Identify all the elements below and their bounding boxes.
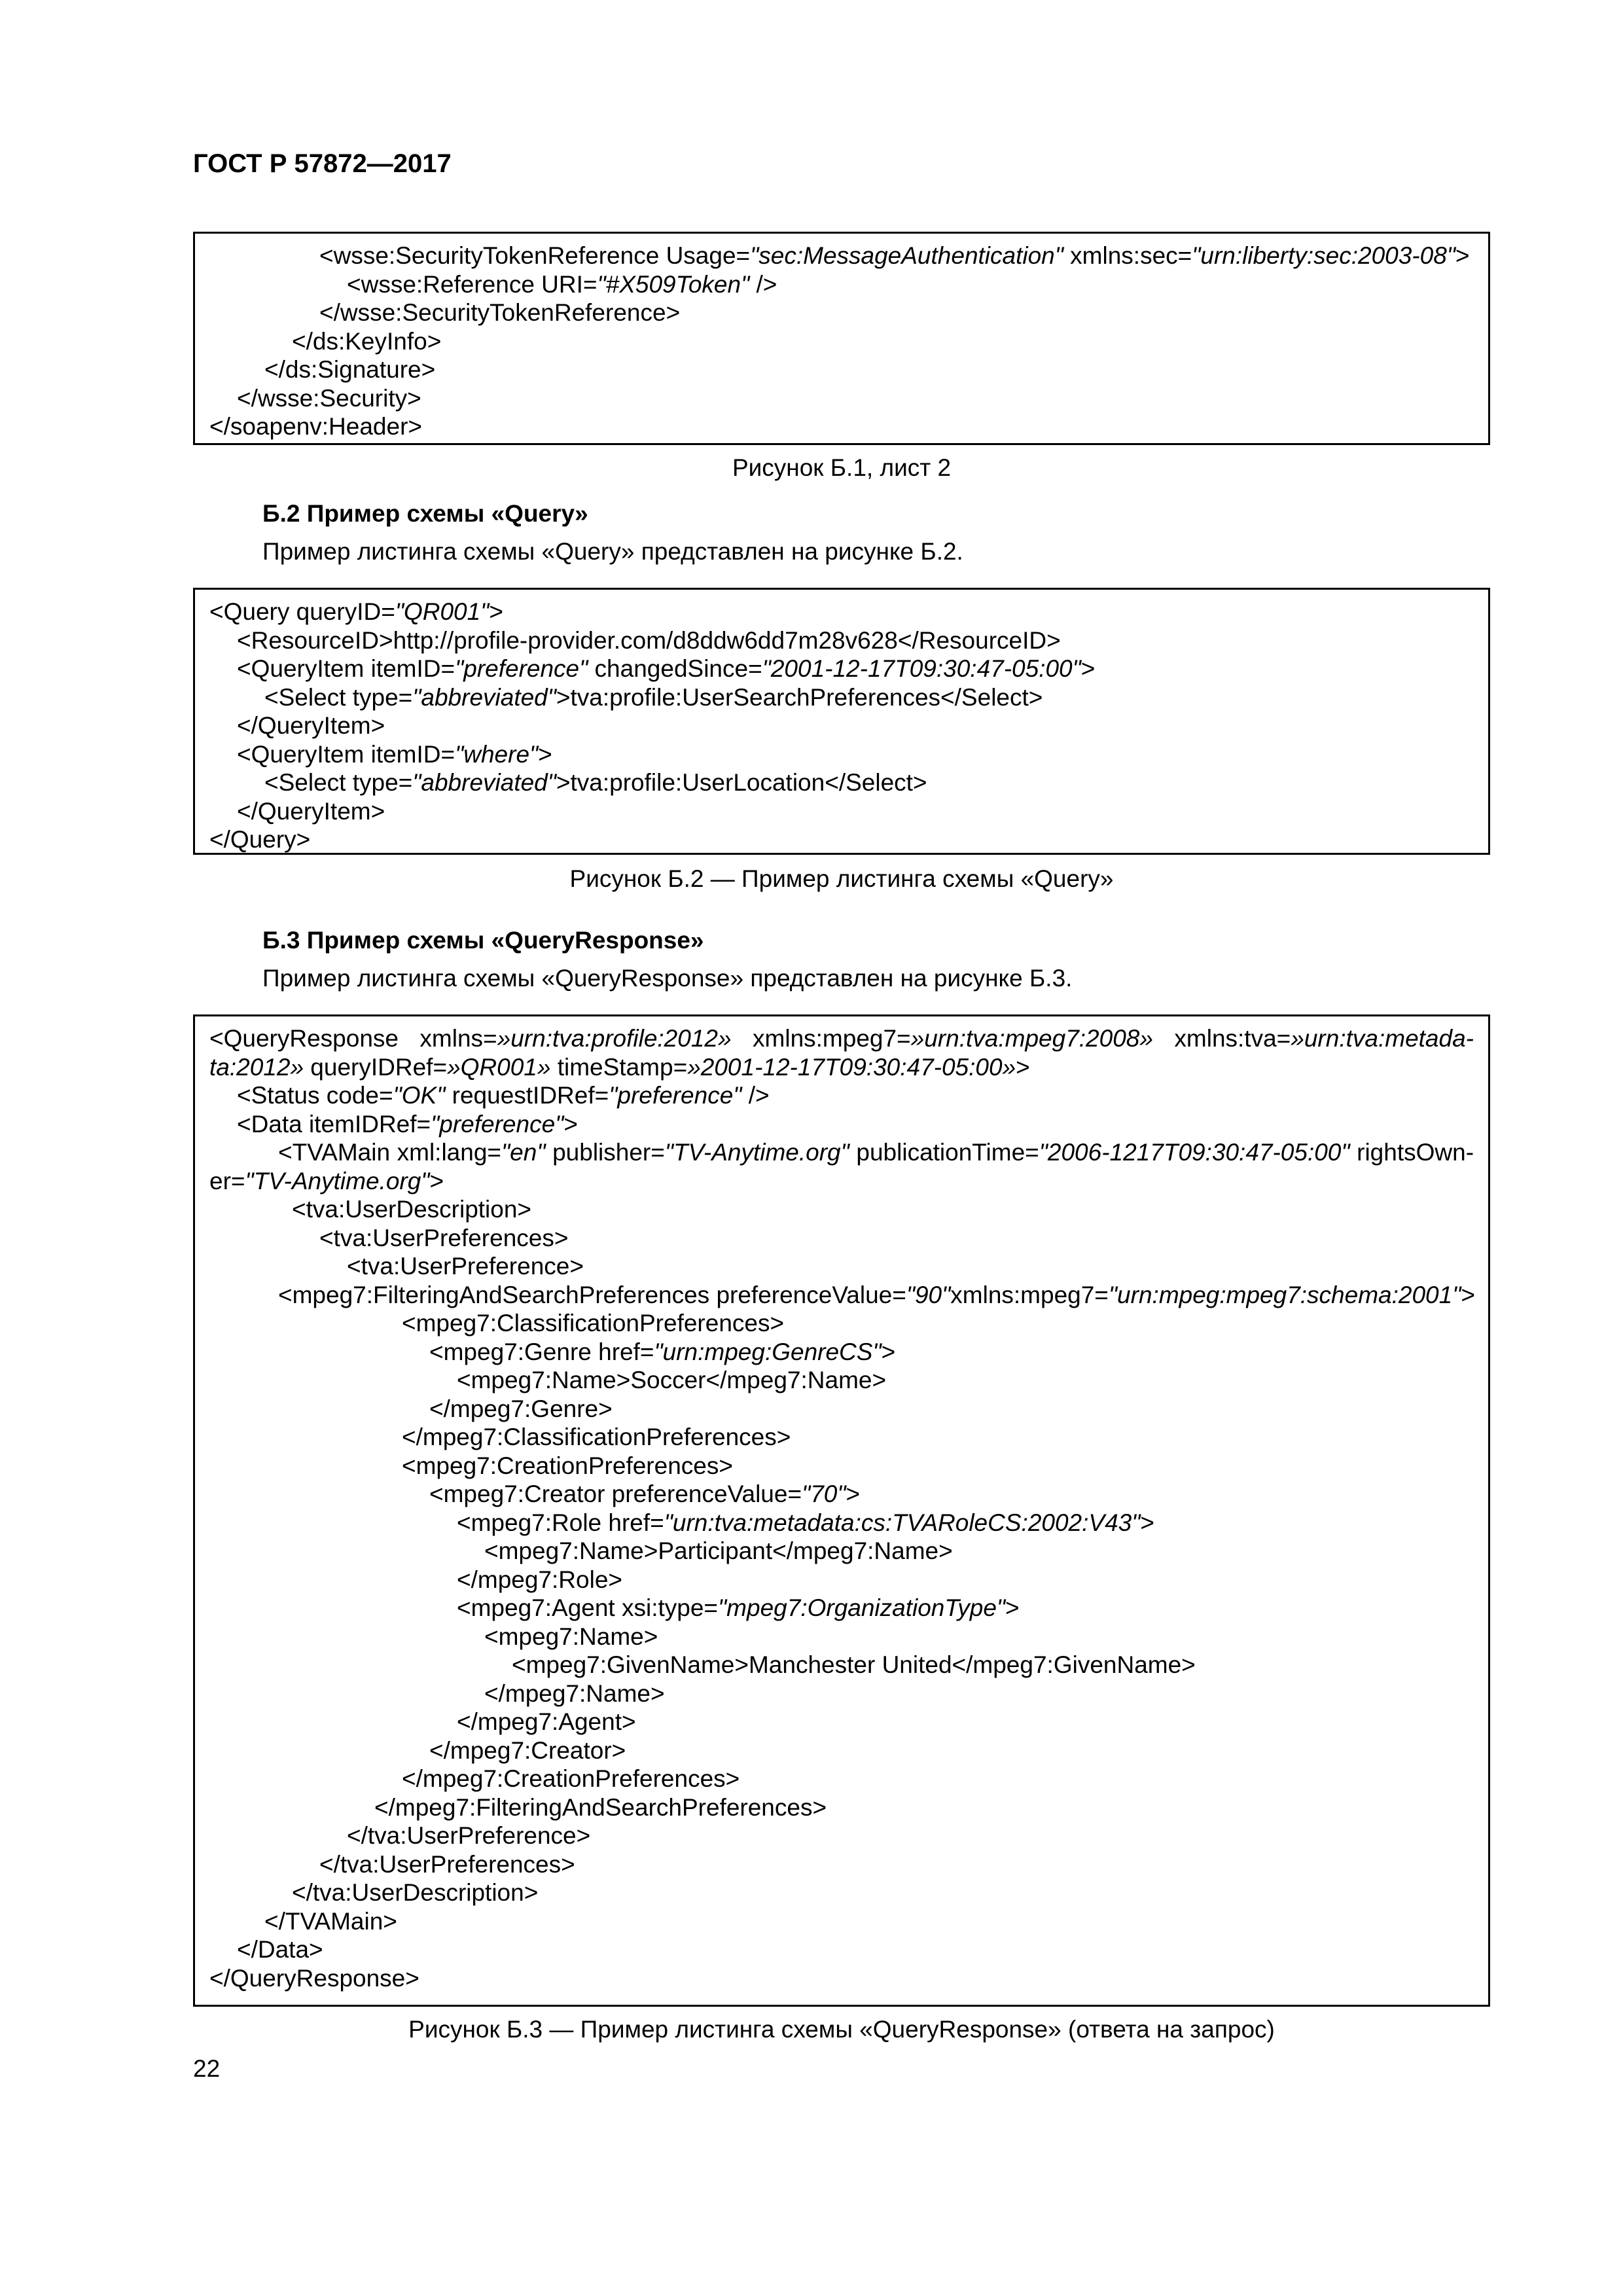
code-text: <Query queryID= bbox=[209, 598, 395, 625]
code-text: <TVAMain xml:lang= bbox=[278, 1139, 502, 1166]
code-line bbox=[209, 1793, 1474, 1822]
code-text: xmlns:mpeg7= bbox=[731, 1025, 911, 1052]
code-listing-b2 bbox=[193, 588, 1490, 855]
code-line bbox=[209, 1195, 1474, 1224]
code-text: xmlns:tva= bbox=[1152, 1025, 1291, 1052]
code-line bbox=[209, 655, 1474, 683]
code-line bbox=[209, 1566, 1474, 1594]
document-header: ГОСТ Р 57872—2017 bbox=[193, 149, 452, 178]
code-line bbox=[209, 1623, 1474, 1651]
section-text-b2: Пример листинга схемы «Query» представлен на рисунке Б.2. bbox=[262, 538, 963, 565]
code-line bbox=[209, 1309, 1474, 1338]
code-line bbox=[209, 1964, 1474, 1993]
attribute-value: "70" bbox=[802, 1480, 846, 1507]
code-line bbox=[209, 1509, 1474, 1537]
code-text: </QueryResponse> bbox=[209, 1964, 419, 1992]
attribute-value: "QR001" bbox=[395, 598, 490, 625]
attribute-value: ta:2012» bbox=[209, 1053, 304, 1081]
attribute-value: "preference" bbox=[455, 655, 588, 682]
attribute-value: "urn:mpeg:GenreCS" bbox=[654, 1338, 882, 1365]
code-text: er= bbox=[209, 1167, 245, 1194]
attribute-value: "where" bbox=[455, 740, 539, 768]
code-text: <Status code= bbox=[237, 1082, 393, 1109]
attribute-value: "#X509Token" bbox=[597, 270, 750, 298]
attribute-value: "90" bbox=[906, 1281, 951, 1308]
attribute-value: "en" bbox=[501, 1139, 546, 1166]
code-line bbox=[209, 1480, 1474, 1509]
code-text: <mpeg7:CreationPreferences> bbox=[402, 1452, 733, 1479]
attribute-value: "sec:MessageAuthentication" bbox=[750, 242, 1063, 269]
attribute-value: "urn:tva:metadata:cs:TVARoleCS:2002:V43" bbox=[664, 1509, 1141, 1536]
code-line bbox=[209, 1252, 1474, 1281]
code-line bbox=[209, 327, 1474, 356]
attribute-value: "2001-12-17T09:30:47-05:00" bbox=[762, 655, 1081, 682]
attribute-value: »urn:tva:profile:2012» bbox=[497, 1025, 732, 1052]
code-text: > bbox=[563, 1110, 578, 1138]
code-line bbox=[209, 598, 1474, 626]
code-text: <tva:UserPreferences> bbox=[319, 1224, 569, 1251]
code-text: </mpeg7:Creator> bbox=[429, 1736, 626, 1764]
attribute-value: »2001-12-17T09:30:47-05:00» bbox=[687, 1053, 1016, 1081]
code-text: <wsse:Reference URI= bbox=[347, 270, 597, 298]
code-text: </wsse:SecurityTokenReference> bbox=[319, 299, 681, 326]
code-line bbox=[209, 1167, 1474, 1196]
code-line bbox=[209, 1024, 1474, 1053]
code-text: <Select type= bbox=[264, 683, 413, 711]
attribute-value: "OK" bbox=[393, 1082, 446, 1109]
page-number: 22 bbox=[193, 2055, 221, 2082]
attribute-value: "TV-Anytime.org" bbox=[245, 1167, 430, 1194]
code-text: <mpeg7:GivenName>Manchester United</mpeg7:GivenName> bbox=[512, 1651, 1196, 1678]
code-text: publisher= bbox=[545, 1139, 665, 1166]
code-line bbox=[209, 1821, 1474, 1850]
attribute-value: "preference" bbox=[609, 1082, 742, 1109]
attribute-value: "TV-Anytime.org" bbox=[664, 1139, 849, 1166]
code-line bbox=[209, 1679, 1474, 1708]
code-text: </tva:UserDescription> bbox=[292, 1879, 539, 1906]
section-text-b3: Пример листинга схемы «QueryResponse» представлен на рисунке Б.3. bbox=[262, 965, 1073, 992]
code-text: changedSince= bbox=[588, 655, 762, 682]
code-text: > bbox=[1461, 1281, 1475, 1308]
code-line bbox=[209, 1537, 1474, 1566]
code-text: <mpeg7:Role href= bbox=[457, 1509, 664, 1536]
code-line bbox=[209, 298, 1474, 327]
code-listing-b1-continued bbox=[193, 232, 1490, 445]
code-text: > bbox=[846, 1480, 861, 1507]
code-line bbox=[209, 1110, 1474, 1139]
code-text: <mpeg7:Name>Soccer</mpeg7:Name> bbox=[457, 1367, 887, 1393]
code-text: /> bbox=[741, 1082, 770, 1109]
code-line bbox=[209, 768, 1474, 797]
code-text: > bbox=[1016, 1053, 1030, 1081]
code-line bbox=[209, 1338, 1474, 1367]
code-text: </mpeg7:FilteringAndSearchPreferences> bbox=[374, 1793, 827, 1821]
code-text: <QueryItem itemID= bbox=[237, 740, 455, 768]
code-text: </mpeg7:Name> bbox=[484, 1679, 665, 1707]
code-line bbox=[209, 1651, 1474, 1679]
figure-caption-b3: Рисунок Б.3 — Пример листинга схемы «QueryResponse» (ответа на запрос) bbox=[408, 2016, 1275, 2043]
code-text: </mpeg7:ClassificationPreferences> bbox=[402, 1424, 791, 1450]
code-line bbox=[209, 270, 1474, 299]
code-text: > bbox=[881, 1338, 896, 1365]
code-line bbox=[209, 1366, 1474, 1395]
attribute-value: "abbreviated" bbox=[412, 769, 556, 796]
code-text: timeStamp= bbox=[550, 1053, 688, 1081]
code-line bbox=[209, 626, 1474, 655]
code-text: <mpeg7:ClassificationPreferences> bbox=[402, 1310, 785, 1336]
code-line bbox=[209, 1935, 1474, 1964]
attribute-value: "urn:liberty:sec:2003-08" bbox=[1192, 242, 1455, 269]
section-heading-b3: Б.3 Пример схемы «QueryResponse» bbox=[262, 927, 704, 954]
code-text: xmlns:mpeg7= bbox=[950, 1281, 1109, 1308]
code-line bbox=[209, 740, 1474, 769]
code-text: /> bbox=[749, 270, 777, 298]
code-text: > bbox=[1080, 655, 1096, 682]
attribute-value: »urn:tva:mpeg7:2008» bbox=[910, 1025, 1153, 1052]
code-text: </QueryItem> bbox=[237, 797, 385, 825]
code-text: <tva:UserDescription> bbox=[292, 1196, 532, 1223]
code-line bbox=[209, 1423, 1474, 1452]
code-line bbox=[209, 412, 1474, 441]
code-text: requestIDRef= bbox=[445, 1082, 609, 1109]
code-text: rightsOwn- bbox=[1349, 1139, 1474, 1166]
code-text: </ds:KeyInfo> bbox=[292, 327, 442, 355]
attribute-value: »urn:tva:metada- bbox=[1291, 1025, 1474, 1052]
section-heading-b2: Б.2 Пример схемы «Query» bbox=[262, 500, 588, 527]
code-line bbox=[209, 797, 1474, 826]
code-line bbox=[209, 1395, 1474, 1424]
code-text: <Data itemIDRef= bbox=[237, 1110, 431, 1138]
code-text: </TVAMain> bbox=[264, 1907, 397, 1935]
code-line bbox=[209, 825, 1474, 854]
code-line bbox=[209, 1708, 1474, 1736]
code-text: </mpeg7:CreationPreferences> bbox=[402, 1765, 740, 1792]
code-line bbox=[209, 242, 1474, 270]
code-text: > bbox=[1455, 242, 1470, 269]
code-text: </Data> bbox=[237, 1936, 323, 1963]
code-line bbox=[209, 1736, 1474, 1765]
code-text: </tva:UserPreferences> bbox=[319, 1850, 575, 1878]
figure-caption-b1: Рисунок Б.1, лист 2 bbox=[732, 454, 952, 481]
code-text: </Query> bbox=[209, 826, 311, 853]
code-text: > bbox=[429, 1167, 444, 1194]
code-line bbox=[209, 1878, 1474, 1907]
code-line bbox=[209, 1594, 1474, 1623]
code-line bbox=[209, 1452, 1474, 1480]
code-text: <mpeg7:Creator preferenceValue= bbox=[429, 1480, 802, 1507]
code-line bbox=[209, 711, 1474, 740]
code-text: </tva:UserPreference> bbox=[347, 1822, 591, 1849]
code-text: </mpeg7:Role> bbox=[457, 1566, 623, 1593]
code-line bbox=[209, 1281, 1474, 1310]
code-text: > bbox=[1140, 1509, 1154, 1536]
code-text: publicationTime= bbox=[849, 1139, 1039, 1166]
code-line bbox=[209, 1081, 1474, 1110]
attribute-value: "abbreviated" bbox=[412, 683, 556, 711]
code-listing-b3 bbox=[193, 1014, 1490, 2007]
code-text: queryIDRef= bbox=[304, 1053, 448, 1081]
code-text: xmlns:sec= bbox=[1063, 242, 1192, 269]
code-text: </mpeg7:Genre> bbox=[429, 1395, 613, 1422]
code-line bbox=[209, 1053, 1474, 1082]
code-text: > bbox=[1005, 1594, 1020, 1621]
code-text: >tva:profile:UserSearchPreferences</Select> bbox=[556, 683, 1043, 711]
code-text: <mpeg7:FilteringAndSearchPreferences preferenceValue= bbox=[278, 1281, 906, 1308]
code-text: <ResourceID>http://profile-provider.com/d8ddw6dd7m28v628</ResourceID> bbox=[237, 626, 1061, 654]
code-line bbox=[209, 1765, 1474, 1793]
code-text: </mpeg7:Agent> bbox=[457, 1708, 636, 1735]
code-text: <QueryResponse xmlns= bbox=[209, 1025, 497, 1052]
code-text: <QueryItem itemID= bbox=[237, 655, 455, 682]
code-text: >tva:profile:UserLocation</Select> bbox=[556, 769, 927, 796]
code-text: </wsse:Security> bbox=[237, 384, 421, 412]
attribute-value: "mpeg7:OrganizationType" bbox=[718, 1594, 1006, 1621]
code-text: </soapenv:Header> bbox=[209, 413, 423, 440]
code-text: <tva:UserPreference> bbox=[347, 1253, 584, 1280]
code-text: <mpeg7:Genre href= bbox=[429, 1338, 654, 1365]
code-line bbox=[209, 683, 1474, 712]
code-text: > bbox=[489, 598, 503, 625]
code-line bbox=[209, 355, 1474, 384]
code-text: > bbox=[538, 740, 552, 768]
code-line bbox=[209, 1224, 1474, 1253]
figure-caption-b2: Рисунок Б.2 — Пример листинга схемы «Query» bbox=[569, 865, 1114, 892]
attribute-value: "preference" bbox=[431, 1110, 564, 1138]
attribute-value: "2006-1217T09:30:47-05:00" bbox=[1039, 1139, 1350, 1166]
code-line bbox=[209, 384, 1474, 413]
code-text: <wsse:SecurityTokenReference Usage= bbox=[319, 242, 751, 269]
code-line bbox=[209, 1907, 1474, 1936]
code-text: <Select type= bbox=[264, 769, 413, 796]
code-line bbox=[209, 1138, 1474, 1167]
attribute-value: »QR001» bbox=[447, 1053, 551, 1081]
attribute-value: "urn:mpeg:mpeg7:schema:2001" bbox=[1108, 1281, 1461, 1308]
code-text: <mpeg7:Name>Participant</mpeg7:Name> bbox=[484, 1537, 953, 1564]
code-line bbox=[209, 1850, 1474, 1879]
code-text: </QueryItem> bbox=[237, 712, 385, 739]
code-text: <mpeg7:Name> bbox=[484, 1623, 658, 1650]
code-text: <mpeg7:Agent xsi:type= bbox=[457, 1594, 719, 1621]
code-text: </ds:Signature> bbox=[264, 356, 436, 383]
